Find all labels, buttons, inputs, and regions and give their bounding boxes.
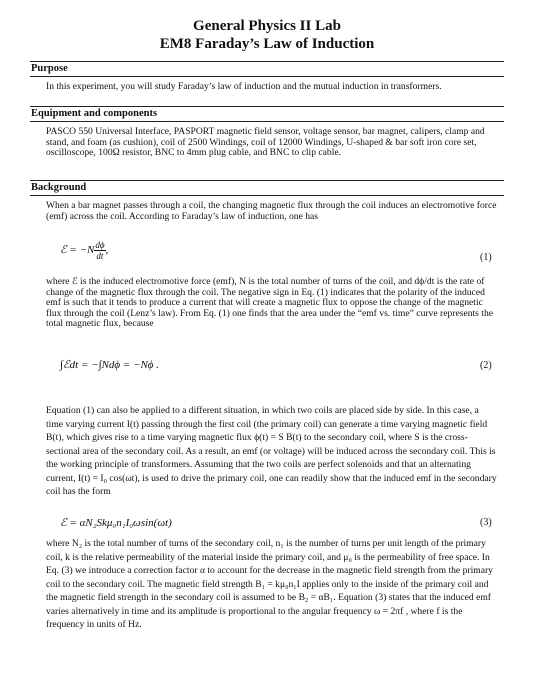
equation-2-number: (2) [480, 360, 492, 371]
equation-1: ℰ = −N $\frac{d\phi}{dt}$ , [60, 240, 109, 261]
equation-1-fraction: $\frac{d\phi}{dt}$ [95, 240, 105, 261]
document-subtitle: EM8 Faraday’s Law of Induction [159, 36, 375, 52]
section-divider [30, 195, 504, 196]
background-para3: Equation (1) can also be applied to a different situation, in which two coils are placed side by side. In this case, a time varying current I(t) passing through the first coil (the primary coil) can generate a time varying magnetic field B(t), which gives rise to a time varying magnetic flux ϕ(t) = S B(t) to the secondary coil, where S is the cross-sectional area of the secondary coil. As a result, an emf (or voltage) will be induced across the secondary coil. This is the working principle of transformers. Assuming that the two coils are perfect solenoids and that an alternating current, I(t) = I₀ cos(ωt), is used to drive the primary coil, one can readily show that the induced emf in the secondary coil has the form [46, 405, 497, 497]
section-divider [30, 121, 504, 122]
background-heading: Background [31, 182, 87, 193]
background-para1: When a bar magnet passes through a coil, the changing magnetic flux through the coil induces an electromotive force (emf) across the coil. According to Faraday’s law of induction, one has [46, 200, 497, 222]
equation-1-number: (1) [480, 252, 492, 263]
section-divider [30, 61, 504, 62]
equipment-text: PASCO 550 Universal Interface, PASPORT magnetic field sensor, voltage sensor, bar magnet, calipers, clamp and stand, and foam (as cushion), coil of 2500 Windings, coil of 12000 Windings, U-shaped & bar soft iron core set, oscilloscope, 100Ω resistor, BNC to 4mm plug cable, and BNC to clip cable. [46, 126, 485, 159]
section-divider [30, 180, 504, 181]
equation-2: ∫ℰdt = −∫Ndϕ = −Nϕ . [60, 359, 159, 371]
background-para2: where ℰ is the induced electromotive force (emf), N is the total number of turns of the coil, and dϕ/dt is the rate of change of the magnetic flux through the coil. The negative sign in Eq. (1) indicates that the polarity of the induced emf is such that it tends to produce a current that will create a magnetic flux to oppose the change of the magnetic flux through the coil (Lenz’s law). From Eq. (1) one finds that the area under the “emf vs. time” curve represents the total magnetic flux, because [46, 276, 494, 330]
equation-3: ℰ = αN₂Skμ₀n₁I₀ωsin(ωt) [60, 517, 172, 529]
purpose-heading: Purpose [31, 63, 68, 74]
equation-3-number: (3) [480, 517, 492, 528]
section-divider [30, 76, 504, 77]
section-divider [30, 106, 504, 107]
purpose-text: In this experiment, you will study Faraday’s law of induction and the mutual induction in transformers. [46, 81, 442, 92]
document-title: General Physics II Lab [193, 18, 341, 34]
background-para4: where N₂ is the total number of turns of the secondary coil, n₁ is the number of turns per unit length of the primary coil, k is the relative permeability of the material inside the primary coil, and μ₀ is the permeability of free space. In Eq. (3) we introduce a correction factor α to account for the decrease in the magnetic field strength from the primary coil to the secondary coil. The magnetic field strength B₁ = kμ₀n₁I applies only to the inside of the primary coil and the magnetic field strength in the secondary coil is assumed to be B₂ = αB₁. Equation (3) states that the induced emf varies alternatively in time and its amplitude is proportional to the angular frequency ω = 2πf , where f is the frequency in units of Hz. [46, 538, 493, 630]
equipment-heading: Equipment and components [31, 108, 158, 119]
